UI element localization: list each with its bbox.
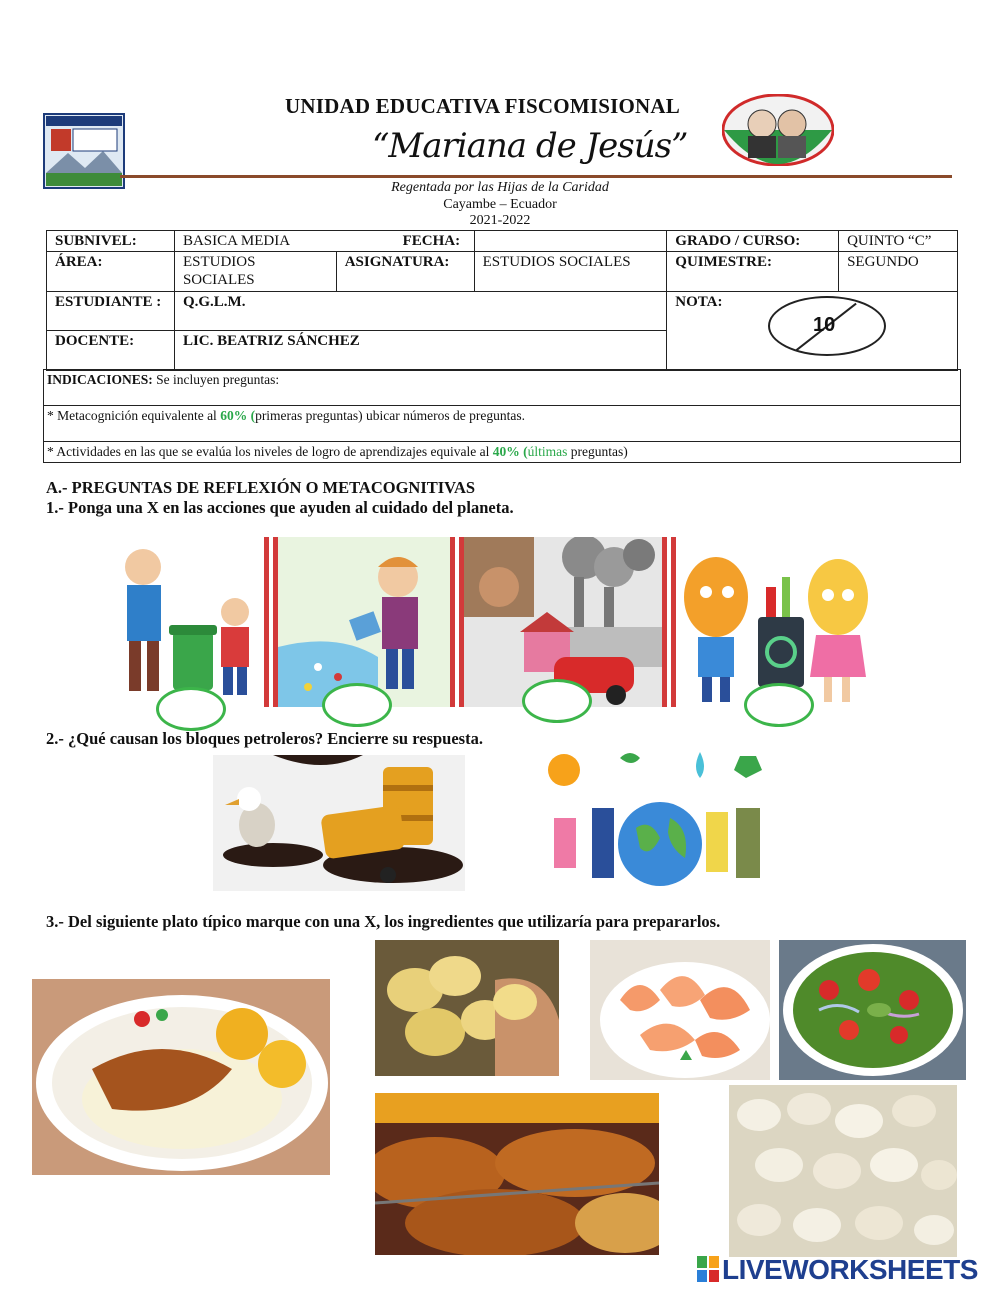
- quimestre-value: SEGUNDO: [839, 252, 958, 292]
- subnivel-label: SUBNIVEL:: [47, 231, 175, 252]
- q1-answer-oval-4[interactable]: [744, 683, 814, 727]
- school-logo: [43, 113, 125, 189]
- q1-divider-2: [450, 537, 464, 707]
- q1-answer-oval-3[interactable]: [522, 679, 592, 723]
- nota-label: NOTA:: [667, 292, 958, 371]
- nota-value: 10: [813, 314, 836, 336]
- school-name: UNIDAD EDUCATIVA FISCOMISIONAL: [285, 94, 680, 118]
- q2-image-people-earth[interactable]: [540, 748, 778, 892]
- area-value: ESTUDIOS SOCIALES: [174, 252, 336, 292]
- line2-percent: 40% (: [492, 444, 528, 459]
- q1-image-kids-recycling: [676, 537, 880, 707]
- q2-image-oil-spill[interactable]: [213, 755, 465, 891]
- q3-image-shrimp[interactable]: [590, 940, 770, 1080]
- q1-answer-oval-2[interactable]: [322, 683, 392, 727]
- indicaciones-table: [43, 369, 961, 463]
- line2-green-word: últimas: [527, 444, 568, 459]
- line1-text: * Metacognición equivalente al: [47, 408, 221, 423]
- q3-image-roast-pork[interactable]: [375, 1093, 659, 1255]
- school-year: 2021-2022: [469, 213, 531, 228]
- header-rule: [120, 175, 952, 178]
- docente-label: DOCENTE:: [47, 331, 175, 371]
- indicaciones-line2: [44, 442, 961, 463]
- section-title: A.- PREGUNTAS DE REFLEXIÓN O METACOGNITIVAS: [46, 478, 476, 497]
- brand-logo-icon: [697, 1256, 719, 1282]
- q1-divider-3: [662, 537, 676, 707]
- founders-emblem: [722, 94, 834, 166]
- grado-value: QUINTO “C”: [839, 231, 958, 252]
- liveworksheets-brand: [697, 1254, 978, 1286]
- regentada-text: Regentada por las Hijas de la Caridad: [391, 180, 609, 195]
- quimestre-label: QUIMESTRE:: [667, 252, 839, 292]
- line1-percent: 60% (: [220, 408, 256, 423]
- area-label: ÁREA:: [47, 252, 175, 292]
- indicaciones-intro-row: [44, 370, 961, 406]
- estudiante-label: ESTUDIANTE :: [47, 292, 175, 331]
- fecha-label: FECHA:: [402, 233, 461, 249]
- q1-image-polluting-water: [278, 537, 450, 707]
- indicaciones-label: INDICACIONES:: [47, 372, 153, 387]
- q1-answer-oval-1[interactable]: [156, 687, 226, 731]
- q3-image-typical-dish: [32, 979, 330, 1175]
- brand-name: LIVEWORKSHEETS: [722, 1254, 978, 1285]
- question-1: 1.- Ponga una X en las acciones que ayuden al cuidado del planeta.: [46, 498, 514, 517]
- question-2: 2.- ¿Qué causan los bloques petroleros? Encierre su respuesta.: [46, 729, 483, 748]
- asignatura-label: ASIGNATURA:: [336, 252, 474, 292]
- school-motto: “Mariana de Jesús”: [372, 126, 688, 166]
- line2-text: * Actividades en las que se evalúa los niveles de logro de aprendizajes equivale al: [47, 444, 493, 459]
- indicaciones-intro: Se incluyen preguntas:: [152, 372, 280, 387]
- docente-value: LIC. BEATRIZ SÁNCHEZ: [174, 331, 666, 371]
- indicaciones-line1: [44, 406, 961, 442]
- subnivel-value: BASICA MEDIA: [174, 231, 474, 252]
- q3-image-mote[interactable]: [729, 1085, 957, 1257]
- estudiante-value: Q.G.L.M.: [174, 292, 666, 331]
- q1-divider-1: [264, 537, 278, 707]
- q1-image-recycle-family: [115, 537, 265, 707]
- q3-image-potatoes[interactable]: [375, 940, 559, 1076]
- line2-text-end: preguntas): [567, 444, 628, 459]
- asignatura-value: ESTUDIOS SOCIALES: [474, 252, 667, 292]
- q3-image-salad[interactable]: [779, 940, 966, 1080]
- question-3: 3.- Del siguiente plato típico marque con una X, los ingredientes que utilizaría para prepararlos.: [46, 912, 721, 931]
- fecha-cell[interactable]: [402, 231, 667, 252]
- grado-label: GRADO / CURSO:: [667, 231, 839, 252]
- location-text: Cayambe – Ecuador: [443, 197, 557, 212]
- line1-text-end: primeras preguntas) ubicar números de preguntas.: [255, 408, 525, 423]
